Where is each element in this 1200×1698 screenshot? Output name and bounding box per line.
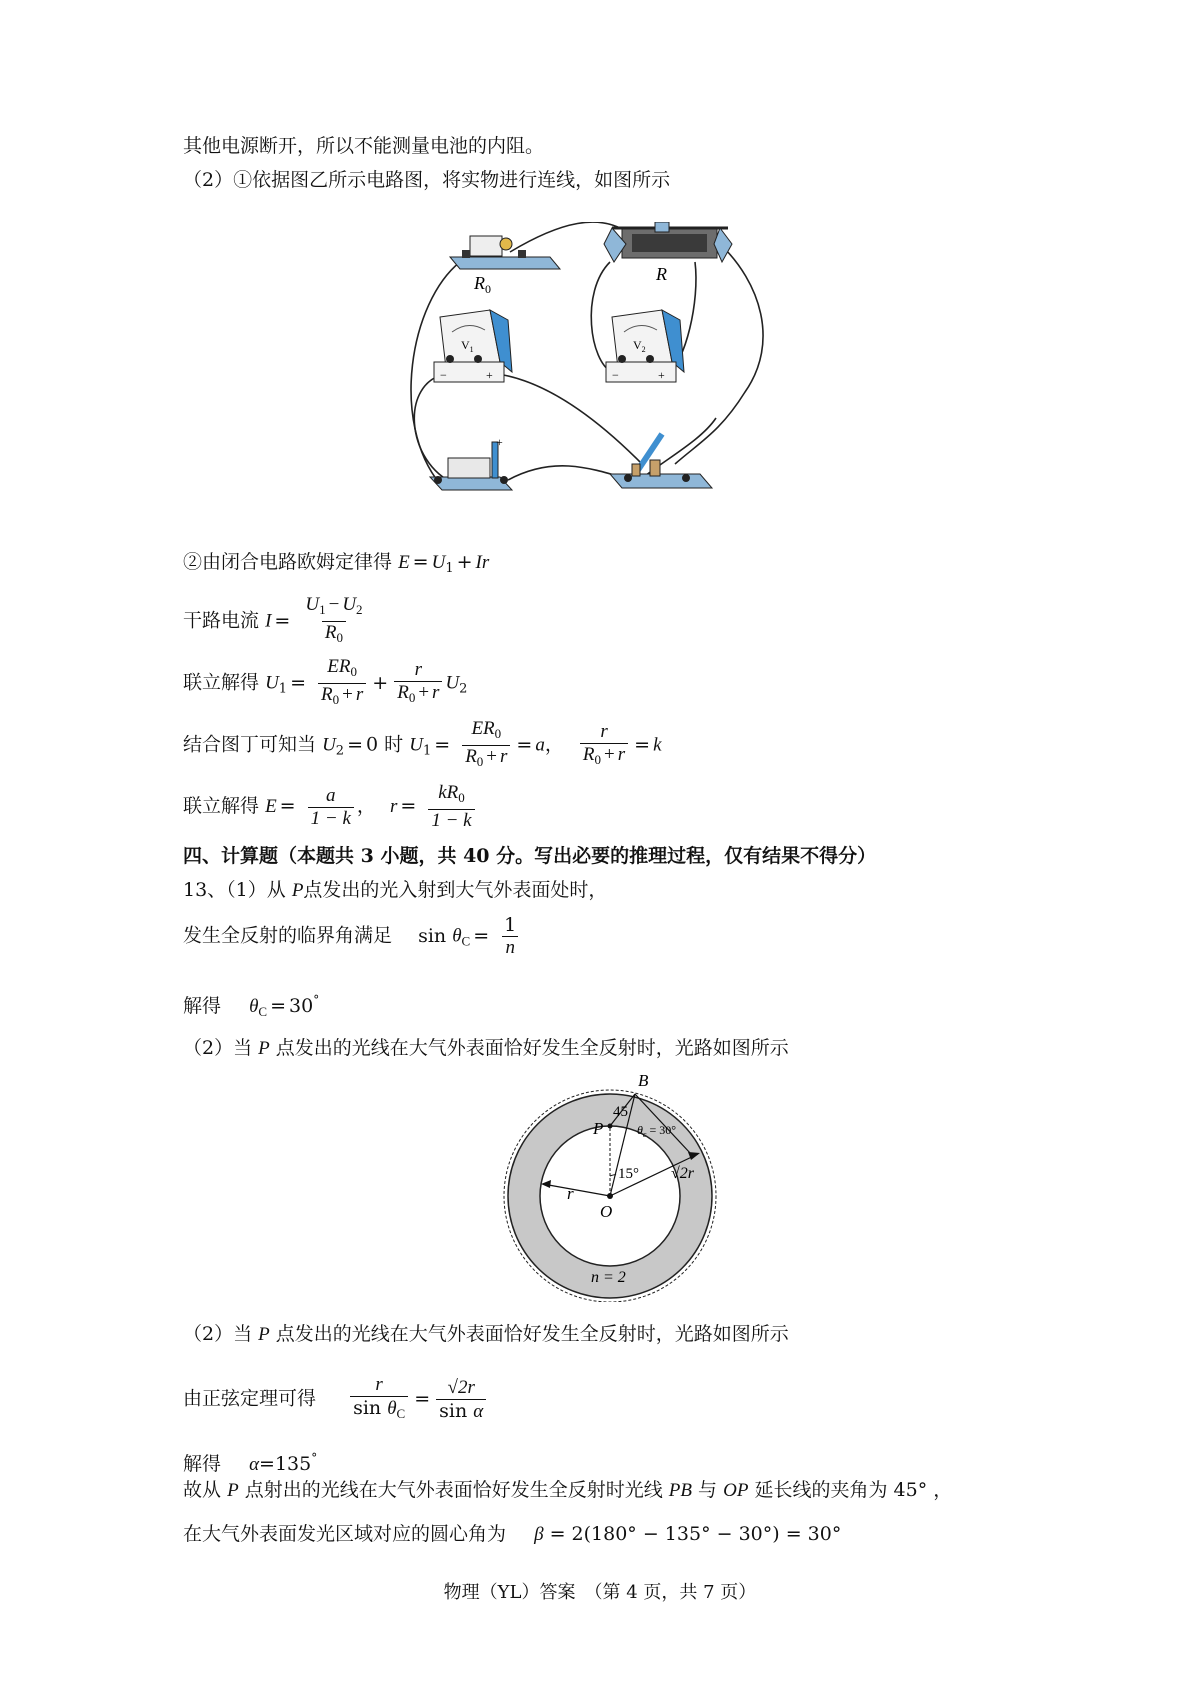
- label-n: n = 2: [591, 1269, 626, 1286]
- ohm-law-line: ②由闭合电路欧姆定律得 $E = U_1 + Ir$: [183, 551, 490, 576]
- label-o: O: [600, 1202, 613, 1221]
- atmosphere-figure: [495, 1072, 725, 1302]
- text-line: 其他电源断开，所以不能测量电池的内阻。: [183, 135, 545, 157]
- conclusion-line: 故从 P 点射出的光线在大气外表面恰好发生全反射时光线 PB 与 OP 延长线的夹角为 45° ，: [183, 1479, 953, 1501]
- solve-alpha-line: 解得 α=135°: [183, 1451, 318, 1475]
- svg-text:+: +: [658, 368, 665, 382]
- label-b: B: [638, 1072, 649, 1090]
- label-15: 15°: [618, 1166, 639, 1182]
- r0-label: $R_0$: [474, 273, 491, 296]
- sine-law-line: 由正弦定理可得 $\frac{r}{\sin \theta_C}$ = $\frac{√2r}{\text{sin α}}$: [183, 1374, 489, 1425]
- svg-text:+: +: [486, 368, 493, 382]
- svg-text:−: −: [612, 368, 619, 382]
- solve-theta-line: 解得 $\theta_C = 30^\circ$: [183, 993, 320, 1019]
- label-theta-c: $\theta_c = 30^\circ$: [637, 1123, 677, 1139]
- center-angle-line: 在大气外表面发光区域对应的圆心角为 β = 2(180° − 135° − 30°) = 30°: [183, 1523, 842, 1545]
- r-label: R: [656, 264, 667, 284]
- label-r: r: [567, 1184, 574, 1203]
- label-sqrt2r: √2r: [671, 1165, 695, 1182]
- section-heading: 四、计算题（本题共 3 小题，共 40 分。写出必要的推理过程，仅有结果不得分）: [183, 845, 877, 867]
- part2-repeat-line: （2）当 P 点发出的光线在大气外表面恰好发生全反射时，光路如图所示: [183, 1323, 789, 1345]
- result-e-r-line: 联立解得 E = $\frac{a}{1 - k}$ ， r = $\frac{kR_0}{1 - k}$: [183, 782, 478, 832]
- critical-angle-line: 发生全反射的临界角满足 $\sin \theta_C$ = $\frac{1}{n}$: [183, 914, 517, 958]
- graph-d-line: 结合图丁可知当 $U_2 = 0$ 时 $U_1$ = $\frac{ER_0}{R_0 + r}$ = a， $\frac{r}{R_0 + r}$ = k: [183, 718, 662, 773]
- q13-line: 13、（1）从 P点发出的光入射到大气外表面处时，: [183, 879, 608, 901]
- label-45: 45: [613, 1104, 628, 1120]
- part2-line: （2）当 P 点发出的光线在大气外表面恰好发生全反射时，光路如图所示: [183, 1037, 789, 1059]
- voltmeter-v2: [606, 310, 684, 382]
- rheostat: [604, 222, 732, 284]
- circuit-figure: [400, 222, 820, 522]
- v2-label: $V_2$: [633, 338, 646, 354]
- v1-label: $V_1$: [461, 338, 474, 354]
- text-line: （2）①依据图乙所示电路图，将实物进行连线，如图所示: [183, 169, 671, 191]
- solve-u1-line: 联立解得 $U_1$ = $\frac{ER_0}{R_0 + r}$ + $\frac{r}{R_0 + r}$ $U_2$: [183, 656, 467, 711]
- voltmeter-v1: [434, 310, 512, 382]
- label-p: P: [593, 1119, 604, 1138]
- page-footer: 物理（YL）答案 （第 4 页，共 7 页）: [443, 1582, 757, 1603]
- svg-text:+: +: [496, 435, 503, 449]
- svg-text:−: −: [440, 368, 447, 382]
- current-line: 干路电流 I = $\frac{U_1 - U_2}{R_0}$: [183, 594, 369, 649]
- battery: [430, 435, 512, 490]
- r0-resistor: [450, 236, 560, 296]
- switch: [610, 434, 712, 488]
